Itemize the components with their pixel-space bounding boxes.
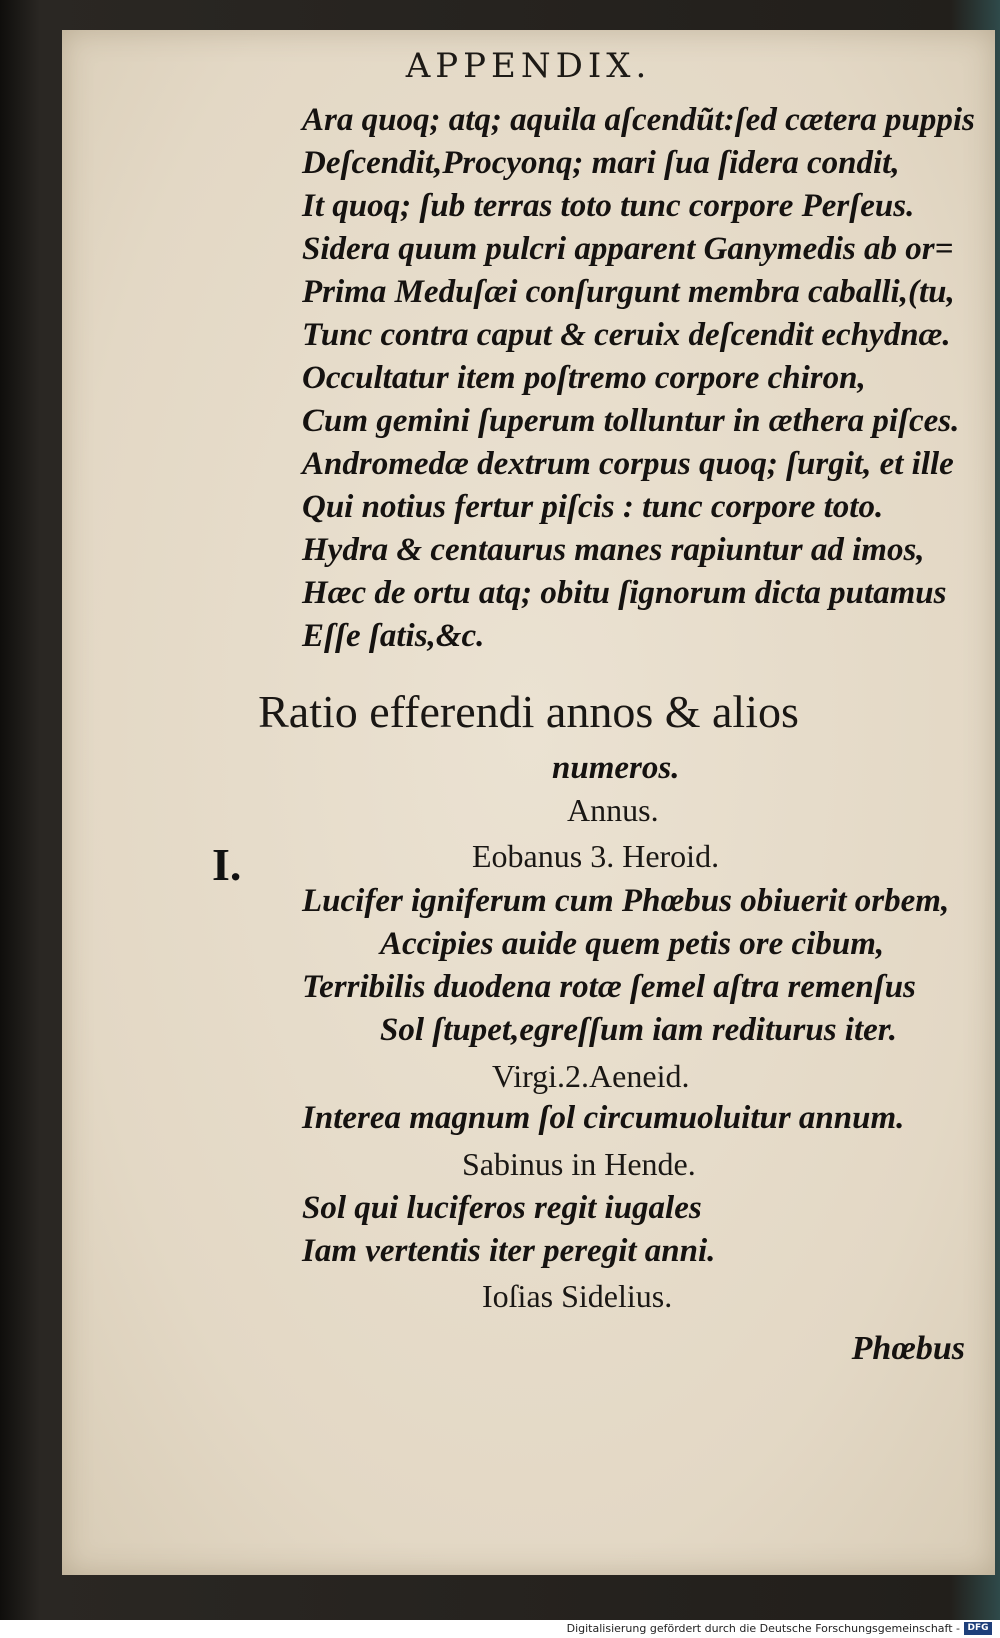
verse-line: Prima Meduſæi conſurgunt membra caballi,(tu,: [302, 274, 955, 310]
section-heading: Ratio efferendi annos & alios: [258, 686, 799, 737]
verse-line: Deſcendit,Procyonq; mari ſua ſidera condit,: [302, 145, 900, 181]
verse-line: Ara quoq; atq; aquila aſcendũt:ſed cætera puppis: [302, 102, 975, 138]
verse-line: Iam vertentis iter peregit anni.: [302, 1233, 716, 1269]
verse-line: Terribilis duodena rotæ ſemel aſtra remenſus: [302, 969, 916, 1005]
verse-line: Sol qui luciferos regit iugales: [302, 1190, 702, 1226]
verse-line: Lucifer igniferum cum Phœbus obiuerit orbem,: [302, 883, 950, 919]
verse-line: Hæc de ortu atq; obitu ſignorum dicta putamus: [302, 575, 947, 611]
verse-line: Sidera quum pulcri apparent Ganymedis ab or=: [302, 231, 954, 267]
verse-line: Cum gemini ſuperum tolluntur in æthera piſces.: [302, 403, 960, 439]
margin-number: I.: [212, 839, 242, 890]
verse-line: Sol ſtupet,egreſſum iam rediturus iter.: [380, 1012, 898, 1048]
source-citation: Ioſias Sidelius.: [482, 1278, 673, 1314]
verse-line: Interea magnum ſol circumuoluitur annum.: [302, 1100, 905, 1136]
verse-line: Accipies auide quem petis ore cibum,: [380, 926, 885, 962]
footer-credit: Digitalisierung gefördert durch die Deutsche Forschungsgemeinschaft -: [566, 1622, 960, 1635]
dfg-logo-icon[interactable]: DFG: [964, 1622, 992, 1635]
source-citation: Virgi.2.Aeneid.: [492, 1058, 690, 1094]
source-citation: Sabinus in Hende.: [462, 1146, 696, 1182]
verse-line: It quoq; ſub terras toto tunc corpore Perſeus.: [302, 188, 915, 224]
page-header: APPENDIX.: [405, 46, 652, 86]
source-citation: Eobanus 3. Heroid.: [472, 838, 720, 874]
verse-line: Occultatur item poſtremo corpore chiron,: [302, 360, 866, 396]
catchword: Phœbus: [851, 1330, 965, 1367]
section-heading-continued: numeros.: [552, 750, 680, 786]
verse-line: Qui notius fertur piſcis : tunc corpore toto.: [302, 489, 884, 525]
verse-line: Hydra & centaurus manes rapiuntur ad imos,: [302, 532, 925, 568]
verse-line: Andromedæ dextrum corpus quoq; ſurgit, et ille: [302, 446, 954, 482]
subheading-annus: Annus.: [567, 792, 659, 828]
book-page: [62, 30, 995, 1575]
verse-line: Tunc contra caput & ceruix deſcendit echydnæ.: [302, 317, 951, 353]
verse-line: Eſſe ſatis,&c.: [302, 618, 485, 654]
